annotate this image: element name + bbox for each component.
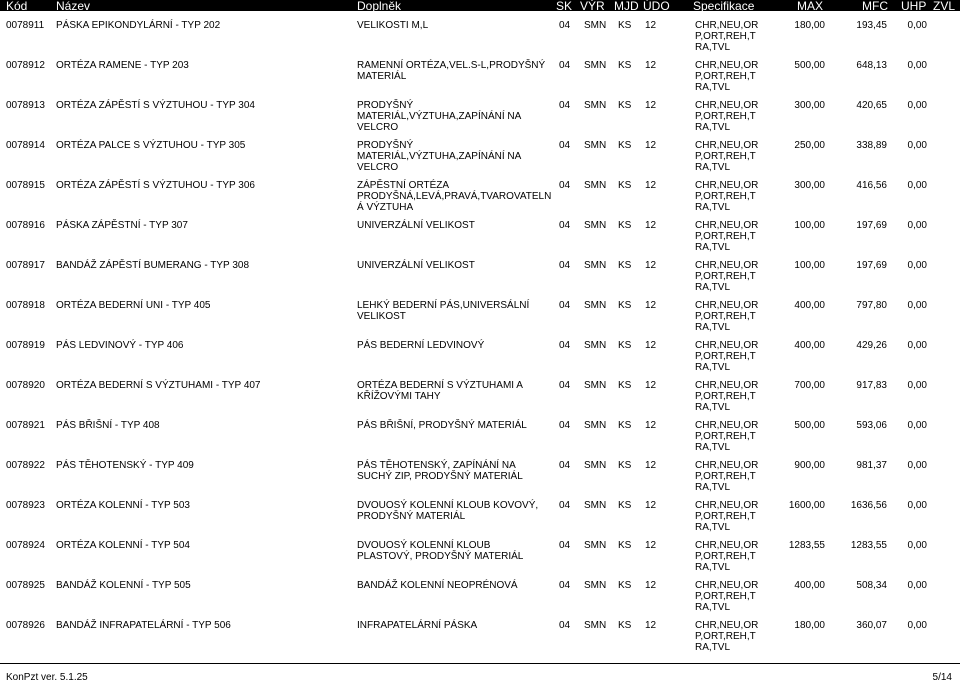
cell-udo: 12 xyxy=(645,460,657,471)
cell-mjd: KS xyxy=(618,620,632,631)
cell-kod: 0078914 xyxy=(6,140,45,151)
cell-vyr: SMN xyxy=(584,500,607,511)
cell-doplnek: UNIVERZÁLNÍ VELIKOST xyxy=(357,220,475,231)
cell-mjd: KS xyxy=(618,580,632,591)
cell-mfc: 338,89 xyxy=(856,140,887,151)
header-nazev: Název xyxy=(56,0,91,13)
header-zvl: ZVL xyxy=(933,0,956,13)
cell-mfc: 981,37 xyxy=(856,460,887,471)
cell-mjd: KS xyxy=(618,260,632,271)
cell-udo: 12 xyxy=(645,20,657,31)
cell-udo: 12 xyxy=(645,340,657,351)
cell-specifikace: CHR,NEU,OR P,ORT,REH,T RA,TVL xyxy=(695,260,759,293)
cell-udo: 12 xyxy=(645,220,657,231)
cell-udo: 12 xyxy=(645,380,657,391)
cell-mjd: KS xyxy=(618,220,632,231)
cell-max: 400,00 xyxy=(794,300,825,311)
cell-mfc: 1283,55 xyxy=(850,540,887,551)
cell-mjd: KS xyxy=(618,60,632,71)
cell-uhp: 0,00 xyxy=(907,340,927,351)
cell-nazev: PÁS TĚHOTENSKÝ - TYP 409 xyxy=(56,460,194,471)
cell-kod: 0078912 xyxy=(6,60,45,71)
cell-sk: 04 xyxy=(559,620,571,631)
table-row xyxy=(0,100,960,134)
cell-nazev: ORTÉZA BEDERNÍ S VÝZTUHAMI - TYP 407 xyxy=(56,380,261,391)
cell-nazev: ORTÉZA BEDERNÍ UNI - TYP 405 xyxy=(56,300,211,311)
cell-uhp: 0,00 xyxy=(907,60,927,71)
cell-uhp: 0,00 xyxy=(907,300,927,311)
cell-mfc: 917,83 xyxy=(856,380,887,391)
cell-mfc: 797,80 xyxy=(856,300,887,311)
cell-vyr: SMN xyxy=(584,580,607,591)
cell-doplnek: ORTÉZA BEDERNÍ S VÝZTUHAMI A KŘÍŽOVÝMI TAHY xyxy=(357,380,523,402)
cell-mfc: 360,07 xyxy=(856,620,887,631)
table-row xyxy=(0,420,960,454)
cell-max: 180,00 xyxy=(794,20,825,31)
cell-sk: 04 xyxy=(559,460,571,471)
cell-vyr: SMN xyxy=(584,260,607,271)
cell-kod: 0078920 xyxy=(6,380,45,391)
cell-mjd: KS xyxy=(618,420,632,431)
cell-mfc: 593,06 xyxy=(856,420,887,431)
table-row xyxy=(0,300,960,334)
cell-kod: 0078916 xyxy=(6,220,45,231)
cell-doplnek: BANDÁŽ KOLENNÍ NEOPRÉNOVÁ xyxy=(357,580,518,591)
cell-mjd: KS xyxy=(618,300,632,311)
cell-doplnek: ZÁPĚSTNÍ ORTÉZA PRODYŠNÁ,LEVÁ,PRAVÁ,TVAROVATELN Á VÝZTUHA xyxy=(357,180,552,213)
cell-vyr: SMN xyxy=(584,60,607,71)
cell-mjd: KS xyxy=(618,340,632,351)
page-footer xyxy=(0,663,960,683)
cell-nazev: PÁS LEDVINOVÝ - TYP 406 xyxy=(56,340,184,351)
table-row xyxy=(0,60,960,94)
table-row xyxy=(0,220,960,254)
cell-mfc: 416,56 xyxy=(856,180,887,191)
cell-specifikace: CHR,NEU,OR P,ORT,REH,T RA,TVL xyxy=(695,180,759,213)
cell-mjd: KS xyxy=(618,460,632,471)
cell-kod: 0078919 xyxy=(6,340,45,351)
cell-sk: 04 xyxy=(559,60,571,71)
table-row xyxy=(0,180,960,214)
cell-sk: 04 xyxy=(559,580,571,591)
header-doplnek: Doplněk xyxy=(357,0,402,13)
cell-mjd: KS xyxy=(618,380,632,391)
cell-specifikace: CHR,NEU,OR P,ORT,REH,T RA,TVL xyxy=(695,500,759,533)
cell-specifikace: CHR,NEU,OR P,ORT,REH,T RA,TVL xyxy=(695,300,759,333)
header-specifikace: Specifikace xyxy=(693,0,755,13)
cell-nazev: ORTÉZA ZÁPĚSTÍ S VÝZTUHOU - TYP 304 xyxy=(56,100,255,111)
cell-udo: 12 xyxy=(645,60,657,71)
cell-mjd: KS xyxy=(618,500,632,511)
cell-kod: 0078923 xyxy=(6,500,45,511)
cell-specifikace: CHR,NEU,OR P,ORT,REH,T RA,TVL xyxy=(695,380,759,413)
table-row xyxy=(0,460,960,494)
cell-doplnek: LEHKÝ BEDERNÍ PÁS,UNIVERSÁLNÍ VELIKOST xyxy=(357,300,530,322)
cell-vyr: SMN xyxy=(584,100,607,111)
cell-sk: 04 xyxy=(559,300,571,311)
cell-nazev: PÁS BŘIŠNÍ - TYP 408 xyxy=(56,420,160,431)
cell-vyr: SMN xyxy=(584,380,607,391)
cell-nazev: PÁSKA ZÁPĚSTNÍ - TYP 307 xyxy=(56,220,188,231)
cell-doplnek: PRODYŠNÝ MATERIÁL,VÝZTUHA,ZAPÍNÁNÍ NA VELCRO xyxy=(357,100,521,133)
cell-mfc: 429,26 xyxy=(856,340,887,351)
cell-uhp: 0,00 xyxy=(907,140,927,151)
cell-max: 900,00 xyxy=(794,460,825,471)
table-row xyxy=(0,140,960,174)
cell-udo: 12 xyxy=(645,260,657,271)
header-max: MAX xyxy=(797,0,824,13)
cell-uhp: 0,00 xyxy=(907,420,927,431)
cell-kod: 0078911 xyxy=(6,20,45,31)
cell-uhp: 0,00 xyxy=(907,260,927,271)
cell-mfc: 508,34 xyxy=(856,580,887,591)
cell-specifikace: CHR,NEU,OR P,ORT,REH,T RA,TVL xyxy=(695,100,759,133)
cell-max: 700,00 xyxy=(794,380,825,391)
cell-doplnek: DVOUOSÝ KOLENNÍ KLOUB KOVOVÝ, PRODYŠNÝ MATERIÁL xyxy=(357,500,539,522)
cell-vyr: SMN xyxy=(584,140,607,151)
cell-max: 180,00 xyxy=(794,620,825,631)
cell-udo: 12 xyxy=(645,420,657,431)
cell-udo: 12 xyxy=(645,140,657,151)
cell-mjd: KS xyxy=(618,180,632,191)
cell-max: 100,00 xyxy=(794,260,825,271)
cell-specifikace: CHR,NEU,OR P,ORT,REH,T RA,TVL xyxy=(695,220,759,253)
cell-nazev: ORTÉZA KOLENNÍ - TYP 503 xyxy=(56,500,190,511)
cell-nazev: ORTÉZA KOLENNÍ - TYP 504 xyxy=(56,540,190,551)
table-row xyxy=(0,20,960,54)
cell-kod: 0078917 xyxy=(6,260,45,271)
header-udo: ÚDO xyxy=(643,0,670,13)
cell-doplnek: INFRAPATELÁRNÍ PÁSKA xyxy=(357,620,478,631)
cell-vyr: SMN xyxy=(584,220,607,231)
cell-sk: 04 xyxy=(559,220,571,231)
header-kod: Kód xyxy=(6,0,28,13)
cell-uhp: 0,00 xyxy=(907,540,927,551)
cell-vyr: SMN xyxy=(584,180,607,191)
cell-sk: 04 xyxy=(559,380,571,391)
footer-version: KonPzt ver. 5.1.25 xyxy=(6,672,88,683)
cell-sk: 04 xyxy=(559,500,571,511)
table-row xyxy=(0,260,960,294)
cell-vyr: SMN xyxy=(584,20,607,31)
cell-kod: 0078913 xyxy=(6,100,45,111)
cell-nazev: ORTÉZA PALCE S VÝZTUHOU - TYP 305 xyxy=(56,140,246,151)
cell-vyr: SMN xyxy=(584,300,607,311)
header-mfc: MFC xyxy=(862,0,888,13)
cell-sk: 04 xyxy=(559,100,571,111)
cell-doplnek: PÁS TĚHOTENSKÝ, ZAPÍNÁNÍ NA SUCHÝ ZIP, PRODYŠNÝ MATERIÁL xyxy=(357,460,523,482)
cell-max: 400,00 xyxy=(794,340,825,351)
cell-kod: 0078925 xyxy=(6,580,45,591)
cell-udo: 12 xyxy=(645,180,657,191)
cell-nazev: ORTÉZA ZÁPĚSTÍ S VÝZTUHOU - TYP 306 xyxy=(56,180,255,191)
cell-specifikace: CHR,NEU,OR P,ORT,REH,T RA,TVL xyxy=(695,540,759,573)
header-vyr: VÝR xyxy=(580,0,605,13)
cell-doplnek: VELIKOSTI M,L xyxy=(357,20,429,31)
cell-specifikace: CHR,NEU,OR P,ORT,REH,T RA,TVL xyxy=(695,140,759,173)
cell-mfc: 1636,56 xyxy=(850,500,887,511)
cell-nazev: PÁSKA EPIKONDYLÁRNÍ - TYP 202 xyxy=(56,20,221,31)
cell-kod: 0078918 xyxy=(6,300,45,311)
cell-max: 100,00 xyxy=(794,220,825,231)
cell-max: 500,00 xyxy=(794,60,825,71)
cell-doplnek: PRODYŠNÝ MATERIÁL,VÝZTUHA,ZAPÍNÁNÍ NA VELCRO xyxy=(357,140,521,173)
table-row xyxy=(0,380,960,414)
cell-nazev: BANDÁŽ INFRAPATELÁRNÍ - TYP 506 xyxy=(56,620,231,631)
cell-mfc: 197,69 xyxy=(856,260,887,271)
cell-vyr: SMN xyxy=(584,460,607,471)
cell-max: 1283,55 xyxy=(788,540,825,551)
cell-nazev: ORTÉZA RAMENE - TYP 203 xyxy=(56,60,189,71)
cell-specifikace: CHR,NEU,OR P,ORT,REH,T RA,TVL xyxy=(695,340,759,373)
cell-udo: 12 xyxy=(645,580,657,591)
cell-specifikace: CHR,NEU,OR P,ORT,REH,T RA,TVL xyxy=(695,420,759,453)
cell-max: 250,00 xyxy=(794,140,825,151)
cell-kod: 0078926 xyxy=(6,620,45,631)
cell-uhp: 0,00 xyxy=(907,20,927,31)
cell-mfc: 193,45 xyxy=(856,20,887,31)
cell-udo: 12 xyxy=(645,540,657,551)
table-row xyxy=(0,620,960,654)
cell-doplnek: RAMENNÍ ORTÉZA,VEL.S-L,PRODYŠNÝ MATERIÁL xyxy=(357,60,546,82)
cell-mjd: KS xyxy=(618,140,632,151)
table-row xyxy=(0,340,960,374)
cell-vyr: SMN xyxy=(584,540,607,551)
cell-udo: 12 xyxy=(645,100,657,111)
cell-mjd: KS xyxy=(618,20,632,31)
cell-kod: 0078915 xyxy=(6,180,45,191)
cell-uhp: 0,00 xyxy=(907,380,927,391)
cell-sk: 04 xyxy=(559,140,571,151)
cell-udo: 12 xyxy=(645,300,657,311)
cell-kod: 0078924 xyxy=(6,540,45,551)
cell-uhp: 0,00 xyxy=(907,580,927,591)
cell-sk: 04 xyxy=(559,180,571,191)
cell-mfc: 648,13 xyxy=(856,60,887,71)
cell-doplnek: PÁS BŘIŠNÍ, PRODYŠNÝ MATERIÁL xyxy=(357,420,527,431)
cell-nazev: BANDÁŽ KOLENNÍ - TYP 505 xyxy=(56,580,191,591)
cell-uhp: 0,00 xyxy=(907,180,927,191)
cell-uhp: 0,00 xyxy=(907,460,927,471)
cell-specifikace: CHR,NEU,OR P,ORT,REH,T RA,TVL xyxy=(695,20,759,53)
cell-mjd: KS xyxy=(618,100,632,111)
cell-doplnek: DVOUOSÝ KOLENNÍ KLOUB PLASTOVÝ, PRODYŠNÝ MATERIÁL xyxy=(357,540,524,562)
table-row xyxy=(0,500,960,534)
cell-max: 500,00 xyxy=(794,420,825,431)
cell-vyr: SMN xyxy=(584,620,607,631)
cell-udo: 12 xyxy=(645,620,657,631)
cell-sk: 04 xyxy=(559,540,571,551)
cell-mfc: 420,65 xyxy=(856,100,887,111)
table-row xyxy=(0,540,960,574)
cell-max: 300,00 xyxy=(794,100,825,111)
cell-uhp: 0,00 xyxy=(907,500,927,511)
cell-sk: 04 xyxy=(559,20,571,31)
cell-sk: 04 xyxy=(559,420,571,431)
cell-sk: 04 xyxy=(559,260,571,271)
cell-specifikace: CHR,NEU,OR P,ORT,REH,T RA,TVL xyxy=(695,60,759,93)
table-row xyxy=(0,580,960,614)
cell-max: 400,00 xyxy=(794,580,825,591)
cell-max: 300,00 xyxy=(794,180,825,191)
cell-kod: 0078921 xyxy=(6,420,45,431)
cell-mfc: 197,69 xyxy=(856,220,887,231)
cell-doplnek: PÁS BEDERNÍ LEDVINOVÝ xyxy=(357,340,485,351)
cell-uhp: 0,00 xyxy=(907,100,927,111)
cell-sk: 04 xyxy=(559,340,571,351)
cell-nazev: BANDÁŽ ZÁPĚSTÍ BUMERANG - TYP 308 xyxy=(56,260,250,271)
cell-vyr: SMN xyxy=(584,420,607,431)
header-uhp: UHP xyxy=(901,0,927,13)
table-header xyxy=(0,0,960,11)
cell-doplnek: UNIVERZÁLNÍ VELIKOST xyxy=(357,260,475,271)
header-sk: SK xyxy=(556,0,573,13)
footer-page-number: 5/14 xyxy=(932,672,952,683)
cell-max: 1600,00 xyxy=(788,500,825,511)
cell-uhp: 0,00 xyxy=(907,220,927,231)
cell-udo: 12 xyxy=(645,500,657,511)
header-mjd: MJD xyxy=(614,0,639,13)
cell-specifikace: CHR,NEU,OR P,ORT,REH,T RA,TVL xyxy=(695,460,759,493)
cell-specifikace: CHR,NEU,OR P,ORT,REH,T RA,TVL xyxy=(695,580,759,613)
cell-vyr: SMN xyxy=(584,340,607,351)
cell-specifikace: CHR,NEU,OR P,ORT,REH,T RA,TVL xyxy=(695,620,759,653)
cell-kod: 0078922 xyxy=(6,460,45,471)
cell-mjd: KS xyxy=(618,540,632,551)
cell-uhp: 0,00 xyxy=(907,620,927,631)
